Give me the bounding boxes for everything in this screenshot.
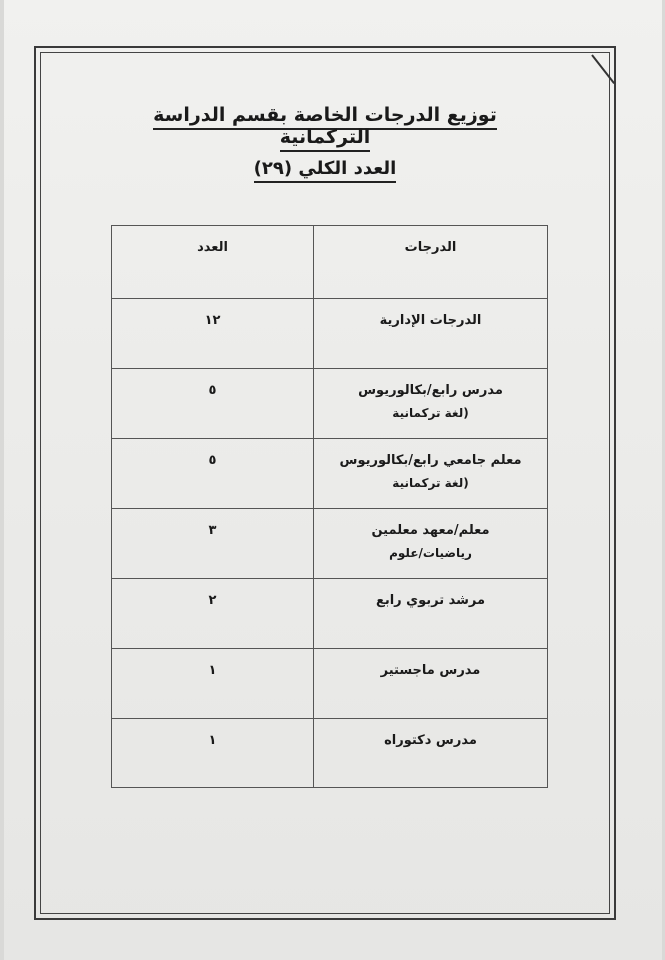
total-count [230,158,420,179]
header-grade: الدرجات [314,226,548,299]
table-row [112,369,548,439]
grade-cell [314,579,548,649]
document-title-text: توزيع الدرجات الخاصة بقسم الدراسة التركمانية [153,104,497,152]
count-cell: ٣ [112,509,314,579]
grade-name: مرشد تربوي رابع [375,593,486,608]
table-row [112,439,548,509]
table-row [112,719,548,788]
grade-name: الدرجات الإدارية [379,313,482,328]
grades-table [111,225,548,788]
grade-cell [314,509,548,579]
table-row [112,579,548,649]
table-row [112,509,548,579]
grade-cell [314,439,548,509]
count-cell: ٥ [112,439,314,509]
grade-name: معلم/معهد معلمين [371,523,490,538]
grade-name: مدرس ماجستير [380,663,481,678]
document-title [130,104,520,148]
grade-name: معلم جامعي رابع/بكالوريوس [339,453,522,468]
table-header-row [112,226,548,299]
grade-name: مدرس رابع/بكالوريوس [358,383,503,398]
count-cell: ٥ [112,369,314,439]
table-row [112,649,548,719]
grade-name: مدرس دكتوراه [384,733,477,748]
grade-cell [314,299,548,369]
count-cell: ٢ [112,579,314,649]
count-cell: ١ [112,649,314,719]
grade-cell [314,649,548,719]
total-count-text: العدد الكلي (٢٩) [254,158,397,183]
header-count: العدد [112,226,314,299]
grade-cell [314,369,548,439]
count-cell: ١٢ [112,299,314,369]
grade-cell [314,719,548,788]
table-row [112,299,548,369]
grade-subtitle: (لغة تركمانية [392,476,469,490]
grade-subtitle: (لغة تركمانية [392,406,469,420]
grade-subtitle: رياضيات/علوم [389,546,472,560]
count-cell: ١ [112,719,314,788]
